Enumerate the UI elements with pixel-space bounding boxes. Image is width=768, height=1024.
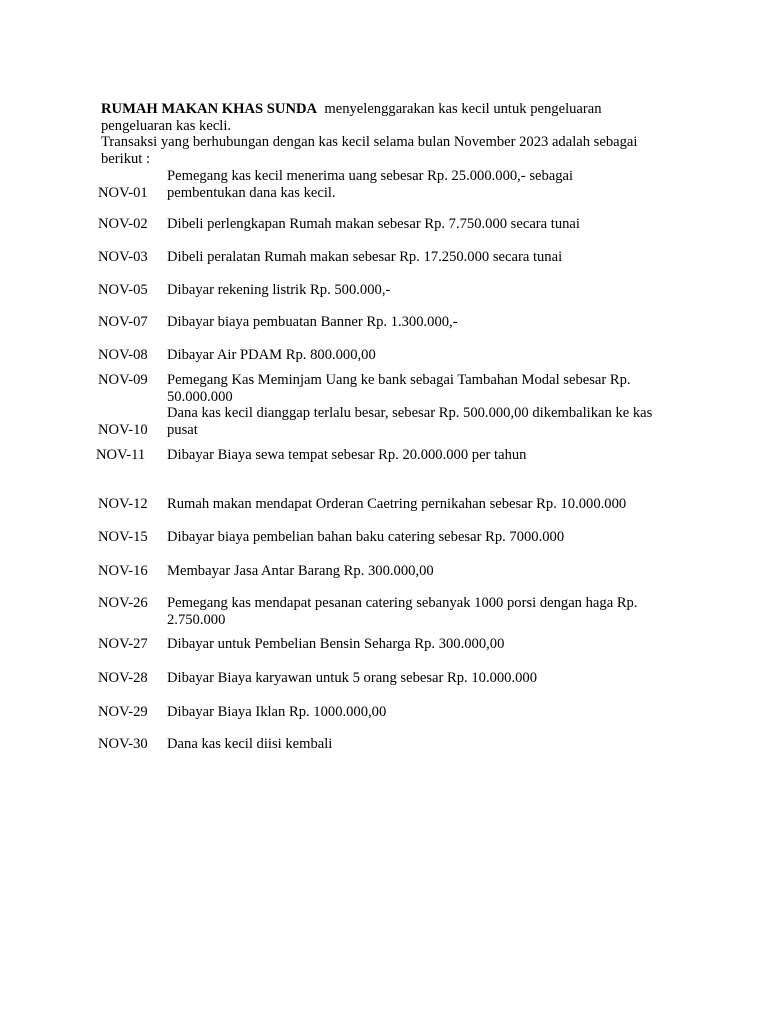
- transaction-date: NOV-08: [98, 347, 148, 363]
- intro-line-3: Transaksi yang berhubungan dengan kas kecil selama bulan November 2023 adalah sebagai: [101, 134, 638, 150]
- transaction-date: NOV-05: [98, 282, 148, 298]
- transaction-description-line: Pemegang Kas Meminjam Uang ke bank sebagai Tambahan Modal sebesar Rp.: [167, 372, 631, 388]
- company-name: RUMAH MAKAN KHAS SUNDA: [101, 101, 318, 117]
- transaction-description: [167, 405, 697, 438]
- transaction-date: NOV-01: [98, 184, 148, 201]
- intro-paragraph: [101, 101, 701, 167]
- transaction-description: Rumah makan mendapat Orderan Caetring pernikahan sebesar Rp. 10.000.000: [167, 496, 627, 512]
- transaction-description: Dibayar Biaya karyawan untuk 5 orang sebesar Rp. 10.000.000: [167, 670, 538, 686]
- transaction-date: NOV-12: [98, 496, 148, 512]
- transaction-description: [167, 595, 697, 628]
- transaction-description: Dibayar rekening listrik Rp. 500.000,-: [167, 282, 391, 298]
- transaction-description: Membayar Jasa Antar Barang Rp. 300.000,00: [167, 563, 434, 579]
- transaction-date: NOV-15: [98, 529, 148, 545]
- transaction-description-line: pembentukan dana kas kecil.: [167, 184, 336, 201]
- intro-line-4: berikut :: [101, 150, 151, 167]
- transaction-description: Dibayar Air PDAM Rp. 800.000,00: [167, 347, 376, 363]
- transaction-date: NOV-28: [98, 670, 148, 686]
- transaction-description: Dibayar untuk Pembelian Bensin Seharga Rp. 300.000,00: [167, 636, 505, 652]
- transaction-description: [167, 372, 697, 405]
- intro-line-2: pengeluaran kas kecli.: [101, 117, 232, 134]
- transaction-description-line: Pemegang kas mendapat pesanan catering sebanyak 1000 porsi dengan haga Rp.: [167, 595, 638, 611]
- intro-line-1-rest: menyelenggarakan kas kecil untuk pengeluaran: [324, 101, 602, 117]
- transaction-description-line: Pemegang kas kecil menerima uang sebesar Rp. 25.000.000,- sebagai: [167, 168, 574, 184]
- transaction-date: NOV-26: [98, 595, 148, 611]
- transaction-date: NOV-09: [98, 372, 148, 388]
- transaction-description: Dibayar Biaya sewa tempat sebesar Rp. 20.000.000 per tahun: [167, 447, 527, 463]
- transaction-date: NOV-03: [98, 249, 148, 265]
- intro-line-1: [101, 101, 701, 118]
- transaction-description: [167, 168, 697, 201]
- transaction-date: NOV-29: [98, 704, 148, 720]
- transaction-description: Dibayar Biaya Iklan Rp. 1000.000,00: [167, 704, 387, 720]
- transaction-date: NOV-27: [98, 636, 148, 652]
- transaction-description-line: 2.750.000: [167, 611, 226, 628]
- transaction-description: Dibeli perlengkapan Rumah makan sebesar Rp. 7.750.000 secara tunai: [167, 216, 580, 232]
- transaction-description: Dibayar biaya pembelian bahan baku catering sebesar Rp. 7000.000: [167, 529, 565, 545]
- transaction-date: NOV-30: [98, 736, 148, 752]
- transaction-description-line: pusat: [167, 421, 198, 438]
- transaction-description: Dibeli peralatan Rumah makan sebesar Rp. 17.250.000 secara tunai: [167, 249, 563, 265]
- transaction-date: NOV-02: [98, 216, 148, 232]
- transaction-description-line: 50.000.000: [167, 388, 233, 405]
- transaction-description: Dana kas kecil diisi kembali: [167, 736, 333, 752]
- transaction-date: NOV-16: [98, 563, 148, 579]
- transaction-date: NOV-11: [96, 447, 146, 463]
- transaction-description-line: Dana kas kecil dianggap terlalu besar, sebesar Rp. 500.000,00 dikembalikan ke kas: [167, 405, 653, 421]
- transaction-date: NOV-07: [98, 314, 148, 330]
- transaction-description: Dibayar biaya pembuatan Banner Rp. 1.300.000,-: [167, 314, 458, 330]
- transaction-date: NOV-10: [98, 421, 148, 438]
